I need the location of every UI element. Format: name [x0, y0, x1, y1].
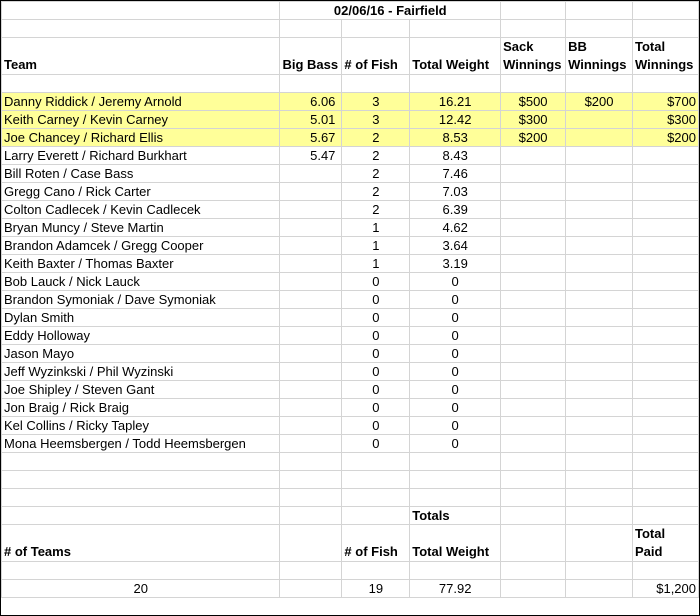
total-cell[interactable]: $200: [633, 129, 699, 147]
totals-value-row: [2, 580, 699, 598]
big-bass-cell[interactable]: [280, 183, 342, 201]
cell[interactable]: [501, 20, 566, 38]
cell[interactable]: [633, 453, 699, 471]
total-cell[interactable]: [633, 219, 699, 237]
totals-total-weight-value[interactable]: 77.92: [410, 580, 501, 598]
cell[interactable]: [410, 489, 501, 507]
sack-cell[interactable]: [501, 327, 566, 345]
sack-cell[interactable]: [501, 273, 566, 291]
table-row: [2, 129, 699, 147]
total-cell[interactable]: [633, 237, 699, 255]
cell[interactable]: [280, 75, 342, 93]
fish-cell[interactable]: 0: [342, 327, 410, 345]
big-bass-cell[interactable]: [280, 201, 342, 219]
team-cell[interactable]: Brandon Adamcek / Gregg Cooper: [2, 237, 280, 255]
weight-cell[interactable]: 12.42: [410, 111, 501, 129]
fish-cell[interactable]: 0: [342, 363, 410, 381]
cell[interactable]: [280, 525, 342, 562]
bb-cell[interactable]: [566, 327, 633, 345]
blank-row: [2, 471, 699, 489]
blank-row: [2, 489, 699, 507]
cell[interactable]: [633, 507, 699, 525]
bb-cell[interactable]: $200: [566, 93, 633, 111]
totals-num-fish-label[interactable]: # of Fish: [342, 525, 410, 562]
sack-cell[interactable]: [501, 399, 566, 417]
table-row: [2, 345, 699, 363]
total-cell[interactable]: $700: [633, 93, 699, 111]
event-title[interactable]: 02/06/16 - Fairfield: [280, 2, 501, 20]
weight-cell[interactable]: 0: [410, 417, 501, 435]
weight-cell[interactable]: 0: [410, 291, 501, 309]
cell[interactable]: [501, 471, 566, 489]
cell[interactable]: [501, 2, 566, 20]
header-bb-winnings[interactable]: BB Winnings: [566, 38, 633, 75]
team-cell[interactable]: Bryan Muncy / Steve Martin: [2, 219, 280, 237]
big-bass-cell[interactable]: [280, 345, 342, 363]
header-num-fish[interactable]: # of Fish: [342, 38, 410, 75]
sack-cell[interactable]: [501, 417, 566, 435]
team-cell[interactable]: Kel Collins / Ricky Tapley: [2, 417, 280, 435]
cell[interactable]: [566, 453, 633, 471]
table-row: [2, 399, 699, 417]
cell[interactable]: [633, 471, 699, 489]
fish-cell[interactable]: 0: [342, 381, 410, 399]
header-team[interactable]: Team: [2, 38, 280, 75]
cell[interactable]: [410, 75, 501, 93]
cell[interactable]: [566, 471, 633, 489]
cell[interactable]: [633, 75, 699, 93]
bb-cell[interactable]: [566, 273, 633, 291]
big-bass-cell[interactable]: [280, 273, 342, 291]
sack-cell[interactable]: $300: [501, 111, 566, 129]
header-total-weight[interactable]: Total Weight: [410, 38, 501, 75]
cell[interactable]: [2, 2, 280, 20]
cell[interactable]: [566, 75, 633, 93]
table-row: [2, 237, 699, 255]
cell[interactable]: [566, 489, 633, 507]
team-cell[interactable]: Jon Braig / Rick Braig: [2, 399, 280, 417]
cell[interactable]: [2, 453, 280, 471]
cell[interactable]: [566, 525, 633, 562]
cell[interactable]: [342, 20, 410, 38]
team-cell[interactable]: Gregg Cano / Rick Carter: [2, 183, 280, 201]
sack-cell[interactable]: $200: [501, 129, 566, 147]
totals-total-weight-label[interactable]: Total Weight: [410, 525, 501, 562]
total-cell[interactable]: [633, 147, 699, 165]
cell[interactable]: [501, 75, 566, 93]
cell[interactable]: [566, 2, 633, 20]
totals-label[interactable]: Totals: [410, 507, 501, 525]
weight-cell[interactable]: 0: [410, 309, 501, 327]
weight-cell[interactable]: 8.43: [410, 147, 501, 165]
num-teams-value[interactable]: 20: [2, 580, 280, 598]
total-cell[interactable]: [633, 435, 699, 453]
team-cell[interactable]: Keith Baxter / Thomas Baxter: [2, 255, 280, 273]
cell[interactable]: [501, 453, 566, 471]
total-cell[interactable]: [633, 345, 699, 363]
cell[interactable]: [633, 562, 699, 580]
totals-label-row: [2, 507, 699, 525]
title-row: [2, 2, 699, 20]
table-row: [2, 201, 699, 219]
big-bass-cell[interactable]: [280, 165, 342, 183]
table-row: [2, 435, 699, 453]
cell[interactable]: [633, 489, 699, 507]
sack-cell[interactable]: [501, 147, 566, 165]
sack-cell[interactable]: [501, 309, 566, 327]
sack-cell[interactable]: [501, 435, 566, 453]
team-cell[interactable]: Brandon Symoniak / Dave Symoniak: [2, 291, 280, 309]
cell[interactable]: [2, 562, 280, 580]
big-bass-cell[interactable]: [280, 381, 342, 399]
fish-cell[interactable]: 3: [342, 93, 410, 111]
totals-num-fish-value[interactable]: 19: [342, 580, 410, 598]
table-row: [2, 255, 699, 273]
bb-cell[interactable]: [566, 381, 633, 399]
total-cell[interactable]: [633, 417, 699, 435]
totals-header-row: [2, 525, 699, 562]
fish-cell[interactable]: 1: [342, 237, 410, 255]
cell[interactable]: [280, 562, 342, 580]
bb-cell[interactable]: [566, 345, 633, 363]
fish-cell[interactable]: 3: [342, 111, 410, 129]
header-row: [2, 38, 699, 75]
sack-cell[interactable]: [501, 165, 566, 183]
table-row: [2, 111, 699, 129]
weight-cell[interactable]: 0: [410, 381, 501, 399]
big-bass-cell[interactable]: 5.67: [280, 129, 342, 147]
big-bass-cell[interactable]: [280, 363, 342, 381]
weight-cell[interactable]: 3.64: [410, 237, 501, 255]
team-cell[interactable]: Colton Cadlecek / Kevin Cadlecek: [2, 201, 280, 219]
total-cell[interactable]: [633, 399, 699, 417]
weight-cell[interactable]: 0: [410, 363, 501, 381]
fish-cell[interactable]: 0: [342, 345, 410, 363]
cell[interactable]: [342, 489, 410, 507]
weight-cell[interactable]: 0: [410, 435, 501, 453]
team-cell[interactable]: Keith Carney / Kevin Carney: [2, 111, 280, 129]
cell[interactable]: [342, 75, 410, 93]
fish-cell[interactable]: 2: [342, 183, 410, 201]
weight-cell[interactable]: 7.03: [410, 183, 501, 201]
weight-cell[interactable]: 16.21: [410, 93, 501, 111]
cell[interactable]: [280, 453, 342, 471]
header-sack-winnings[interactable]: Sack Winnings: [501, 38, 566, 75]
cell[interactable]: [280, 489, 342, 507]
table-row: [2, 183, 699, 201]
bb-cell[interactable]: [566, 363, 633, 381]
cell[interactable]: [566, 580, 633, 598]
cell[interactable]: [342, 507, 410, 525]
cell[interactable]: [2, 471, 280, 489]
blank-row: [2, 453, 699, 471]
bb-cell[interactable]: [566, 111, 633, 129]
blank-row: [2, 20, 699, 38]
cell[interactable]: [501, 562, 566, 580]
weight-cell[interactable]: 0: [410, 399, 501, 417]
cell[interactable]: [410, 471, 501, 489]
bb-cell[interactable]: [566, 237, 633, 255]
sack-cell[interactable]: [501, 237, 566, 255]
total-cell[interactable]: [633, 327, 699, 345]
big-bass-cell[interactable]: 5.47: [280, 147, 342, 165]
cell[interactable]: [501, 580, 566, 598]
cell[interactable]: [2, 20, 280, 38]
cell[interactable]: [633, 20, 699, 38]
bb-cell[interactable]: [566, 255, 633, 273]
fish-cell[interactable]: 2: [342, 147, 410, 165]
cell[interactable]: [342, 562, 410, 580]
blank-row: [2, 75, 699, 93]
table-row: [2, 309, 699, 327]
big-bass-cell[interactable]: [280, 237, 342, 255]
bb-cell[interactable]: [566, 129, 633, 147]
team-cell[interactable]: Jason Mayo: [2, 345, 280, 363]
bb-cell[interactable]: [566, 165, 633, 183]
total-paid-label[interactable]: Total Paid: [633, 525, 699, 562]
cell[interactable]: [566, 507, 633, 525]
weight-cell[interactable]: 0: [410, 327, 501, 345]
table-row: [2, 363, 699, 381]
total-cell[interactable]: [633, 165, 699, 183]
cell[interactable]: [342, 453, 410, 471]
results-table: [1, 1, 699, 598]
weight-cell[interactable]: 4.62: [410, 219, 501, 237]
table-row: [2, 93, 699, 111]
table-row: [2, 219, 699, 237]
cell[interactable]: [410, 20, 501, 38]
bb-cell[interactable]: [566, 435, 633, 453]
sack-cell[interactable]: [501, 219, 566, 237]
header-total-winnings[interactable]: Total Winnings: [633, 38, 699, 75]
table-row: [2, 147, 699, 165]
cell[interactable]: [410, 453, 501, 471]
total-cell[interactable]: [633, 309, 699, 327]
cell[interactable]: [2, 75, 280, 93]
fish-cell[interactable]: 0: [342, 309, 410, 327]
big-bass-cell[interactable]: [280, 309, 342, 327]
table-row: [2, 381, 699, 399]
cell[interactable]: [566, 20, 633, 38]
cell[interactable]: [280, 20, 342, 38]
total-cell[interactable]: [633, 363, 699, 381]
cell[interactable]: [280, 471, 342, 489]
team-cell[interactable]: Eddy Holloway: [2, 327, 280, 345]
fish-cell[interactable]: 1: [342, 219, 410, 237]
cell[interactable]: [280, 580, 342, 598]
total-cell[interactable]: [633, 381, 699, 399]
sack-cell[interactable]: [501, 201, 566, 219]
bb-cell[interactable]: [566, 291, 633, 309]
weight-cell[interactable]: 6.39: [410, 201, 501, 219]
weight-cell[interactable]: 0: [410, 273, 501, 291]
bb-cell[interactable]: [566, 183, 633, 201]
big-bass-cell[interactable]: 6.06: [280, 93, 342, 111]
weight-cell[interactable]: 7.46: [410, 165, 501, 183]
total-paid-value[interactable]: $1,200: [633, 580, 699, 598]
sack-cell[interactable]: [501, 183, 566, 201]
bb-cell[interactable]: [566, 417, 633, 435]
team-cell[interactable]: Joe Shipley / Steven Gant: [2, 381, 280, 399]
sack-cell[interactable]: $500: [501, 93, 566, 111]
team-cell[interactable]: Larry Everett / Richard Burkhart: [2, 147, 280, 165]
total-cell[interactable]: [633, 201, 699, 219]
weight-cell[interactable]: 0: [410, 345, 501, 363]
sack-cell[interactable]: [501, 381, 566, 399]
fish-cell[interactable]: 0: [342, 435, 410, 453]
cell[interactable]: [501, 507, 566, 525]
big-bass-cell[interactable]: [280, 399, 342, 417]
cell[interactable]: [410, 562, 501, 580]
total-cell[interactable]: [633, 273, 699, 291]
bb-cell[interactable]: [566, 147, 633, 165]
big-bass-cell[interactable]: [280, 255, 342, 273]
big-bass-cell[interactable]: [280, 291, 342, 309]
sack-cell[interactable]: [501, 363, 566, 381]
team-cell[interactable]: Mona Heemsbergen / Todd Heemsbergen: [2, 435, 280, 453]
team-cell[interactable]: Joe Chancey / Richard Ellis: [2, 129, 280, 147]
team-cell[interactable]: Bob Lauck / Nick Lauck: [2, 273, 280, 291]
big-bass-cell[interactable]: [280, 219, 342, 237]
big-bass-cell[interactable]: [280, 417, 342, 435]
total-cell[interactable]: [633, 291, 699, 309]
big-bass-cell[interactable]: 5.01: [280, 111, 342, 129]
bb-cell[interactable]: [566, 219, 633, 237]
weight-cell[interactable]: 8.53: [410, 129, 501, 147]
team-cell[interactable]: Dylan Smith: [2, 309, 280, 327]
team-cell[interactable]: Danny Riddick / Jeremy Arnold: [2, 93, 280, 111]
bb-cell[interactable]: [566, 399, 633, 417]
cell[interactable]: [501, 525, 566, 562]
bb-cell[interactable]: [566, 201, 633, 219]
sack-cell[interactable]: [501, 291, 566, 309]
cell[interactable]: [342, 471, 410, 489]
sack-cell[interactable]: [501, 255, 566, 273]
big-bass-cell[interactable]: [280, 327, 342, 345]
sack-cell[interactable]: [501, 345, 566, 363]
team-cell[interactable]: Jeff Wyzinkski / Phil Wyzinski: [2, 363, 280, 381]
num-teams-label[interactable]: # of Teams: [2, 525, 280, 562]
total-cell[interactable]: [633, 255, 699, 273]
table-row: [2, 273, 699, 291]
fish-cell[interactable]: 0: [342, 417, 410, 435]
fish-cell[interactable]: 0: [342, 291, 410, 309]
big-bass-cell[interactable]: [280, 435, 342, 453]
table-row: [2, 417, 699, 435]
cell[interactable]: [633, 2, 699, 20]
table-row: [2, 327, 699, 345]
header-big-bass[interactable]: Big Bass: [280, 38, 342, 75]
total-cell[interactable]: $300: [633, 111, 699, 129]
team-cell[interactable]: Bill Roten / Case Bass: [2, 165, 280, 183]
cell[interactable]: [566, 562, 633, 580]
cell[interactable]: [2, 507, 280, 525]
cell[interactable]: [280, 507, 342, 525]
total-cell[interactable]: [633, 183, 699, 201]
fish-cell[interactable]: 2: [342, 165, 410, 183]
blank-row: [2, 562, 699, 580]
cell[interactable]: [2, 489, 280, 507]
weight-cell[interactable]: 3.19: [410, 255, 501, 273]
fish-cell[interactable]: 0: [342, 399, 410, 417]
fish-cell[interactable]: 2: [342, 129, 410, 147]
fish-cell[interactable]: 2: [342, 201, 410, 219]
table-row: [2, 291, 699, 309]
fish-cell[interactable]: 0: [342, 273, 410, 291]
bb-cell[interactable]: [566, 309, 633, 327]
fish-cell[interactable]: 1: [342, 255, 410, 273]
cell[interactable]: [501, 489, 566, 507]
table-row: [2, 165, 699, 183]
